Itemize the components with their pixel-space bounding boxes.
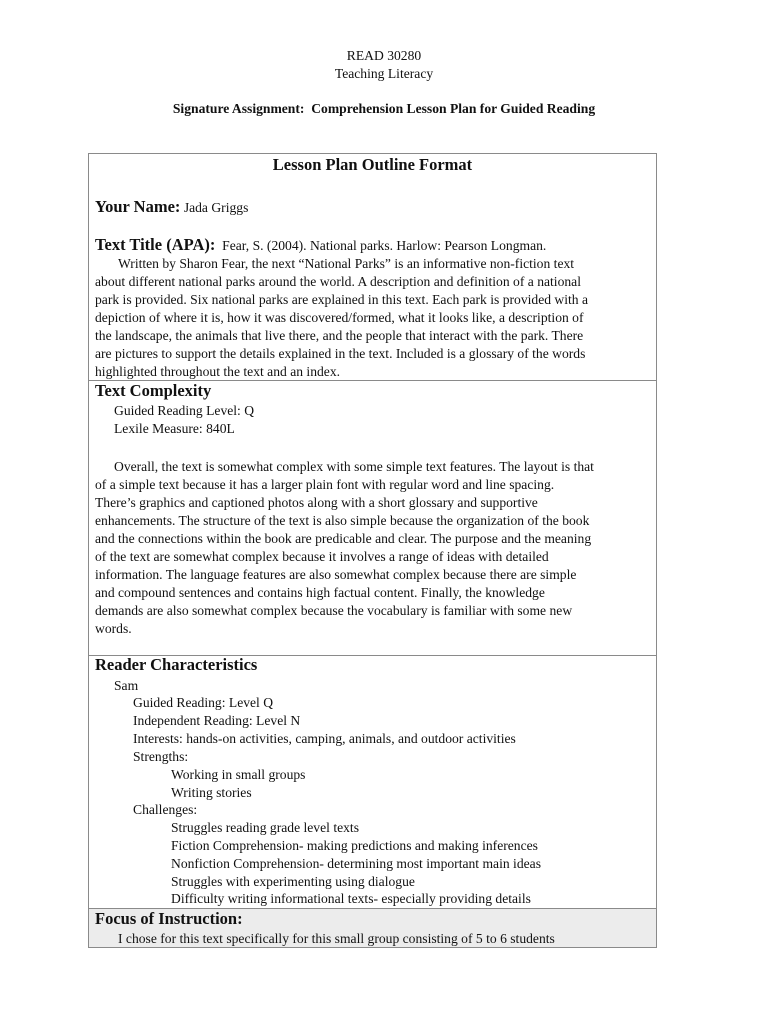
summary-line: the landscape, the animals that live there, and the people that interact with the park. There — [95, 328, 584, 343]
complexity-line: Overall, the text is somewhat complex with some simple text features. The layout is that — [114, 459, 594, 474]
lexile-measure: Lexile Measure: 840L — [114, 421, 235, 436]
text-title-value: Fear, S. (2004). National parks. Harlow: Pearson Longman. — [222, 238, 547, 253]
focus-text: I chose for this text specifically for this small group consisting of 5 to 6 students — [118, 931, 555, 946]
summary-line: depiction of where it is, how it was discovered/formed, what it looks like, a description of — [95, 310, 584, 325]
summary-line: Written by Sharon Fear, the next “National Parks” is an informative non-fiction text — [118, 256, 575, 271]
course-code: READ 30280 — [346, 48, 422, 63]
assignment-label: Signature Assignment: — [172, 101, 305, 116]
complexity-line: of the text are somewhat complex because it involves a range of ideas with detailed — [95, 549, 549, 564]
guided-reading-level: Guided Reading Level: Q — [114, 403, 255, 418]
name-value: Jada Griggs — [183, 200, 249, 215]
summary-line: are pictures to support the details explained in the text. Included is a glossary of the words — [95, 346, 586, 361]
complexity-line: words. — [95, 621, 132, 636]
text-title-label: Text Title (APA): — [95, 235, 216, 254]
strength-item: Writing stories — [171, 785, 252, 800]
summary-line: highlighted throughout the text and an index. — [95, 364, 341, 379]
reader-name: Sam — [114, 678, 139, 693]
challenge-item: Fiction Comprehension- making predictions and making inferences — [171, 838, 538, 853]
summary-line: park is provided. Six national parks are explained in this text. Each park is provided with a — [95, 292, 589, 307]
complexity-line: demands are also somewhat complex because the vocabulary is familiar with some new — [95, 603, 573, 618]
table-title: Lesson Plan Outline Format — [272, 155, 473, 174]
reader-guided-level: Guided Reading: Level Q — [133, 695, 274, 710]
assignment-heading — [0, 100, 768, 118]
complexity-heading: Text Complexity — [95, 381, 212, 400]
challenge-item: Struggles with experimenting using dialogue — [171, 874, 415, 889]
text-title-row — [95, 236, 546, 255]
complexity-line: of a simple text because it has a larger plain font with regular word and line spacing. — [95, 477, 555, 492]
challenge-item: Struggles reading grade level texts — [171, 820, 359, 835]
strengths-label: Strengths: — [133, 749, 189, 764]
course-name: Teaching Literacy — [334, 66, 434, 81]
reader-interests: Interests: hands-on activities, camping, animals, and outdoor activities — [133, 731, 516, 746]
challenge-item: Difficulty writing informational texts- especially providing details — [171, 891, 531, 906]
complexity-line: and compound sentences and contains high factual content. Finally, the knowledge — [95, 585, 545, 600]
complexity-line: enhancements. The structure of the text is also simple because the organization of the book — [95, 513, 590, 528]
name-label: Your Name: — [95, 197, 181, 216]
summary-line: about different national parks around the world. A description and definition of a national — [95, 274, 581, 289]
reader-independent-level: Independent Reading: Level N — [133, 713, 301, 728]
complexity-line: information. The language features are also somewhat complex because there are simple — [95, 567, 577, 582]
reader-heading: Reader Characteristics — [95, 655, 258, 674]
challenges-label: Challenges: — [133, 802, 198, 817]
name-row — [95, 198, 248, 217]
complexity-line: and the connections within the book are predicable and clear. The purpose and the meaning — [95, 531, 592, 546]
strength-item: Working in small groups — [171, 767, 306, 782]
focus-heading: Focus of Instruction: — [95, 909, 243, 928]
challenge-item: Nonfiction Comprehension- determining most important main ideas — [171, 856, 541, 871]
complexity-line: There’s graphics and captioned photos along with a short glossary and supportive — [95, 495, 538, 510]
assignment-title: Comprehension Lesson Plan for Guided Reading — [311, 101, 596, 116]
